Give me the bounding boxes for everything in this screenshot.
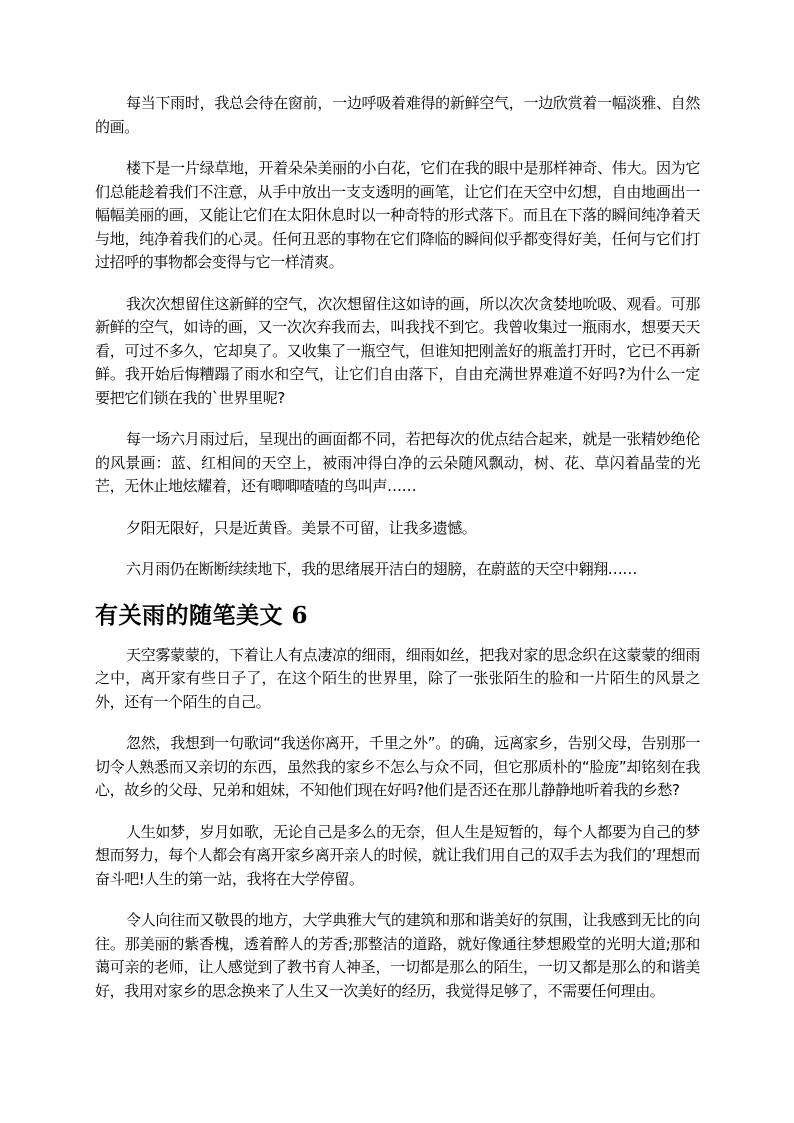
document-content <box>95 92 700 1021</box>
section-heading: 有关雨的随笔美文 6 <box>95 601 309 629</box>
paragraph: 忽然，我想到一句歌词“我送你离开，千里之外”。的确，远离家乡，告别父母，告别那一切令人熟悉而又亲切的东西，虽然我的家乡不怎么与众不同，但它那质朴的“脸庞”却铭刻在我心，故乡的父母、兄弟和姐妹，不知他们现在好吗?他们是否还在那儿静静地听着我的乡愁? <box>95 734 700 799</box>
paragraph: 夕阳无限好，只是近黄昏。美景不可留，让我多遗憾。 <box>126 518 477 537</box>
paragraph: 我次次想留住这新鲜的空气，次次想留住这如诗的画，所以次次贪婪地吮吸、观看。可那新鲜的空气，如诗的画，又一次次弃我而去，叫我找不到它。我曾收集过一瓶雨水，想要天天看，可过不多久，它却臭了。又收集了一瓶空气，但谁知把刚盖好的瓶盖打开时，它已不再新鲜。我开始后悔糟蹋了雨水和空气，让它们自由落下，自由充满世界难道不好吗?为什么一定要把它们锁在我的`世界里呢? <box>95 294 700 407</box>
paragraph: 每一场六月雨过后，呈现出的画面都不同，若把每次的优点结合起来，就是一张精妙绝伦的风景画：蓝、红相间的天空上，被雨冲得白净的云朵随风飘动，树、花、草闪着晶莹的光芒，无休止地炫耀着，还有唧唧喳喳的鸟叫声…… <box>95 430 700 495</box>
paragraph: 每当下雨时，我总会待在窗前，一边呼吸着难得的新鲜空气，一边欣赏着一幅淡雅、自然的画。 <box>95 94 700 136</box>
paragraph: 人生如梦，岁月如歌，无论自己是多么的无奈，但人生是短暂的，每个人都要为自己的梦想而努力，每个人都会有离开家乡离开亲人的时候，就让我们用自己的双手去为我们的’理想而奋斗吧!人生的第一站，我将在大学停留。 <box>95 822 700 888</box>
paragraph: 楼下是一片绿草地，开着朵朵美丽的小白花，它们在我的眼中是那样神奇、伟大。因为它们总能趁着我们不注意，从手中放出一支支透明的画笔，让它们在天空中幻想，自由地画出一幅幅美丽的画，又能让它们在太阳休息时以一种奇特的形式落下。而且在下落的瞬间纯净着天与地，纯净着我们的心灵。任何丑恶的事物在它们降临的瞬间似乎都变得好美，任何与它们打过招呼的事物都会变得与它一样清爽。 <box>95 159 700 271</box>
paragraph: 六月雨仍在断断续续地下，我的思绪展开洁白的翅膀，在蔚蓝的天空中翱翔…… <box>126 560 638 578</box>
paragraph: 令人向往而又敬畏的地方，大学典雅大气的建筑和那和谐美好的氛围，让我感到无比的向往。那美丽的紫香槐，透着醉人的芳香;那整洁的道路，就好像通往梦想殿堂的光明大道;那和蔼可亲的老师，让人感觉到了教书育人神圣，一切都是那么的陌生，一切又都是那么的和谐美好，我用对家乡的思念换来了人生又一次美好的经历，我觉得足够了，不需要任何理由。 <box>95 911 700 1000</box>
paragraph: 天空雾蒙蒙的，下着让人有点凄凉的细雨，细雨如丝，把我对家的思念织在这蒙蒙的细雨之中，离开家有些日子了，在这个陌生的世界里，除了一张张陌生的脸和一片陌生的风景之外，还有一个陌生的自己。 <box>95 645 700 711</box>
